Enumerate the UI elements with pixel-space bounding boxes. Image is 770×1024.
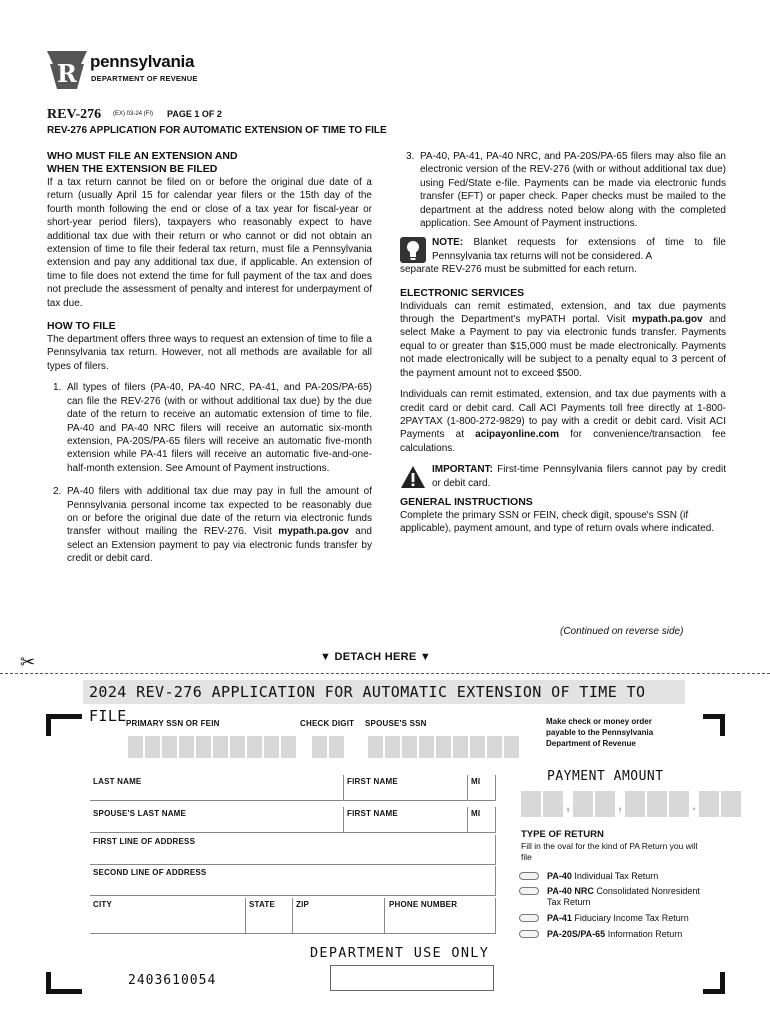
return-code: PA-20S/PA-65: [547, 929, 606, 939]
first-name-label: FIRST NAME: [347, 777, 398, 786]
list-number: 3.: [406, 151, 415, 162]
list-number: 1.: [53, 382, 62, 394]
how-list: [47, 381, 372, 565]
return-code: PA-41: [547, 913, 572, 923]
department-use-label: DEPARTMENT USE ONLY: [310, 945, 490, 961]
primary-ssn-input[interactable]: [128, 736, 296, 758]
how-text: The department offers three ways to request an extension of time to file a Pennsylvania tax return. However, not all methods are available for all types of filers.: [47, 334, 372, 372]
spouse-mi-label: MI: [471, 809, 481, 818]
text-span: for convenience/transaction fee calculations.: [400, 429, 726, 454]
address-line-1-field[interactable]: [90, 835, 496, 865]
how-list-continued: [400, 150, 726, 230]
right-column: [400, 150, 726, 536]
text-span: Individuals can remit estimated, extension, and tax due payments through the Department's myPATH portal. Visit: [400, 300, 726, 326]
scissors-icon: ✂: [20, 652, 36, 672]
city-label: CITY: [93, 900, 113, 909]
who-heading-2: WHEN THE EXTENSION BE FILED: [47, 163, 218, 175]
who-text: If a tax return cannot be filed on or before the original due date of a return (usually April 15 for calendar year filers or the 15th day of the fourth month following the end or close of a tax year for fiscal-year or short-year period filers), taxpayers who reasonably expect to have additional tax due with their return or who cannot or did not obtain an extension of time to file their federal tax return, must file a Pennsylvania extension and pay any additional tax due, if applicable. An extension of time to file does not extend the time for full payment of the tax and does not preclude the assessment of penalty and interest for underpayment of tax due.: [47, 177, 372, 309]
return-desc: Consolidated Nonresident Tax Return: [547, 886, 700, 907]
list-text: All types of filers (PA-40, PA-40 NRC, PA-41, and PA-20S/PA-65) can file the REV-276 (with or without additional tax due) by the due date of the return to receive an automatic extension of time to file. PA-40 and PA-40 NRC filers will receive an automatic six-month extension, PA-20S/PA-65 filers will receive an automatic five-month extension while PA-41 filers will receive an automatic five-and-one-half-month extension. See Amount of Payment instructions.: [67, 382, 372, 474]
aci-link[interactable]: acipayonline.com: [475, 429, 560, 441]
form-id: REV-276: [47, 107, 102, 122]
text-span: Individuals can remit estimated, extension, and tax due payments with a credit card or debit card. Call ACI Payments toll free directly at 1-800-2PAYTAX (1-800-272-9829) to pay with a credit or debit card. Visit ACI Payments at: [400, 389, 726, 441]
important-label: IMPORTANT:: [432, 464, 493, 476]
phone-label: PHONE NUMBER: [389, 900, 458, 909]
list-item: [400, 150, 726, 230]
oval-radio[interactable]: [519, 914, 539, 922]
address-line-2-label: SECOND LINE OF ADDRESS: [93, 868, 207, 877]
city-field[interactable]: [90, 898, 246, 934]
down-arrow-icon: ▼: [320, 651, 332, 663]
note-text: Blanket requests for extensions of time to file Pennsylvania tax returns will not be considered. A: [432, 237, 726, 262]
mypath-link[interactable]: mypath.pa.gov: [278, 526, 349, 538]
state-label: STATE: [249, 900, 276, 909]
detach-line: [0, 673, 770, 674]
corner-mark: [46, 714, 82, 736]
return-code: PA-40: [547, 871, 572, 881]
agency-name: pennsylvania: [90, 52, 195, 71]
important-block: [400, 463, 726, 490]
keystone-logo-icon: [47, 51, 87, 89]
list-text: PA-40 filers with additional tax due may pay in full the amount of Pennsylvania personal income tax expected to be reasonably due on or before the original due date of the return via electronic funds transfer without mailing the REV-276. Visit: [67, 486, 372, 538]
mypath-link[interactable]: mypath.pa.gov: [632, 314, 703, 326]
note-label: NOTE:: [432, 237, 464, 249]
left-column: [47, 150, 372, 576]
list-item: [47, 381, 372, 475]
check-digit-label: CHECK DIGIT: [300, 719, 355, 728]
electronic-text-1: [400, 300, 726, 380]
list-item: [47, 485, 372, 565]
payment-amount-title: PAYMENT AMOUNT: [547, 769, 664, 784]
state-field[interactable]: [246, 898, 293, 934]
return-type-instructions: Fill in the oval for the kind of PA Return you will file: [521, 841, 698, 862]
form-heading: 2024 REV-276 APPLICATION FOR AUTOMATIC EXTENSION OF TIME TO FILE: [89, 683, 646, 725]
oval-radio[interactable]: [519, 930, 539, 938]
check-note: Make check or money order payable to the Pennsylvania Department of Revenue: [546, 717, 654, 748]
note-text-continued: separate REV-276 must be submitted for each return.: [400, 264, 637, 276]
general-heading: GENERAL INSTRUCTIONS: [400, 495, 533, 508]
corner-mark: [703, 714, 725, 736]
detach-label: [320, 651, 431, 663]
spouse-last-name-label: SPOUSE'S LAST NAME: [93, 809, 187, 818]
department-use-box: [330, 965, 494, 991]
text-span: and select Make a Payment to pay via electronic funds transfer. Payments equal to or greater than $15,000 must be made electronically. Payments not made electronically will be subject to a penalty equal to 3 percent of the payment amount not to exceed $500.: [400, 314, 726, 379]
corner-mark: [46, 972, 82, 994]
how-heading: HOW TO FILE: [47, 320, 116, 333]
zip-field[interactable]: [293, 898, 385, 934]
who-heading-1: WHO MUST FILE AN EXTENSION AND: [47, 150, 238, 162]
continued-note: (Continued on reverse side): [560, 626, 684, 637]
down-arrow-icon: ▼: [419, 651, 432, 663]
spouse-mi-field[interactable]: [468, 807, 496, 833]
corner-mark: [703, 972, 725, 994]
spouse-ssn-input[interactable]: [368, 736, 519, 758]
lightbulb-icon: [400, 237, 426, 263]
last-name-field[interactable]: [90, 775, 344, 801]
zip-label: ZIP: [296, 900, 310, 909]
list-number: 2.: [53, 486, 62, 498]
form-version: (EX) 03-24 (FI): [113, 111, 154, 117]
page-title: REV-276 APPLICATION FOR AUTOMATIC EXTENSION OF TIME TO FILE: [47, 125, 387, 136]
payment-amount-input[interactable]: , , .: [521, 791, 741, 821]
general-text: Complete the primary SSN or FEIN, check digit, spouse's SSN (if applicable), payment amount, and type of return ovals where indicated.: [400, 509, 715, 535]
address-line-2-field[interactable]: [90, 866, 496, 896]
spouse-first-name-label: FIRST NAME: [347, 809, 398, 818]
phone-field[interactable]: [385, 898, 496, 934]
logo-letter: R: [57, 59, 77, 88]
return-desc: Information Return: [605, 929, 683, 939]
check-digit-input[interactable]: [312, 736, 344, 758]
electronic-heading: ELECTRONIC SERVICES: [400, 286, 525, 299]
return-type-title: TYPE OF RETURN: [521, 829, 604, 840]
primary-ssn-label: PRIMARY SSN OR FEIN: [126, 719, 220, 728]
important-text: First-time Pennsylvania filers cannot pay by credit or debit card.: [432, 464, 726, 489]
mi-field[interactable]: [468, 775, 496, 801]
return-desc: Fiduciary Income Tax Return: [571, 913, 689, 923]
oval-radio[interactable]: [519, 887, 539, 895]
warning-icon: [400, 464, 426, 490]
page-label: PAGE 1 OF 2: [167, 109, 222, 119]
spouse-last-name-field[interactable]: [90, 807, 344, 833]
mi-label: MI: [471, 777, 481, 786]
list-text: and select an Extension payment to pay via electronic funds transfer by credit or debit card.: [67, 526, 372, 565]
note-block: [400, 236, 726, 276]
barcode-number: 2403610054: [128, 973, 217, 988]
oval-radio[interactable]: [519, 872, 539, 880]
detach-text: DETACH HERE: [334, 651, 417, 663]
return-desc: Individual Tax Return: [571, 871, 659, 881]
last-name-label: LAST NAME: [93, 777, 142, 786]
first-name-field[interactable]: [344, 775, 468, 801]
spouse-first-name-field[interactable]: [344, 807, 468, 833]
electronic-text-2: [400, 388, 726, 455]
agency-department: DEPARTMENT OF REVENUE: [91, 74, 198, 83]
spouse-ssn-label: SPOUSE'S SSN: [365, 719, 427, 728]
list-text: PA-40, PA-41, PA-40 NRC, and PA-20S/PA-65 filers may also file an electronic version of the REV-276 (with or without additional tax due) using Fed/State e-file. Payments can be made via electronic funds transfer (EFT) or paper check. Paper checks must be mailed to the department at the address noted below along with the completed application. See Amount of Payment instructions.: [420, 151, 726, 230]
address-line-1-label: FIRST LINE OF ADDRESS: [93, 837, 196, 846]
return-code: PA-40 NRC: [547, 886, 594, 896]
